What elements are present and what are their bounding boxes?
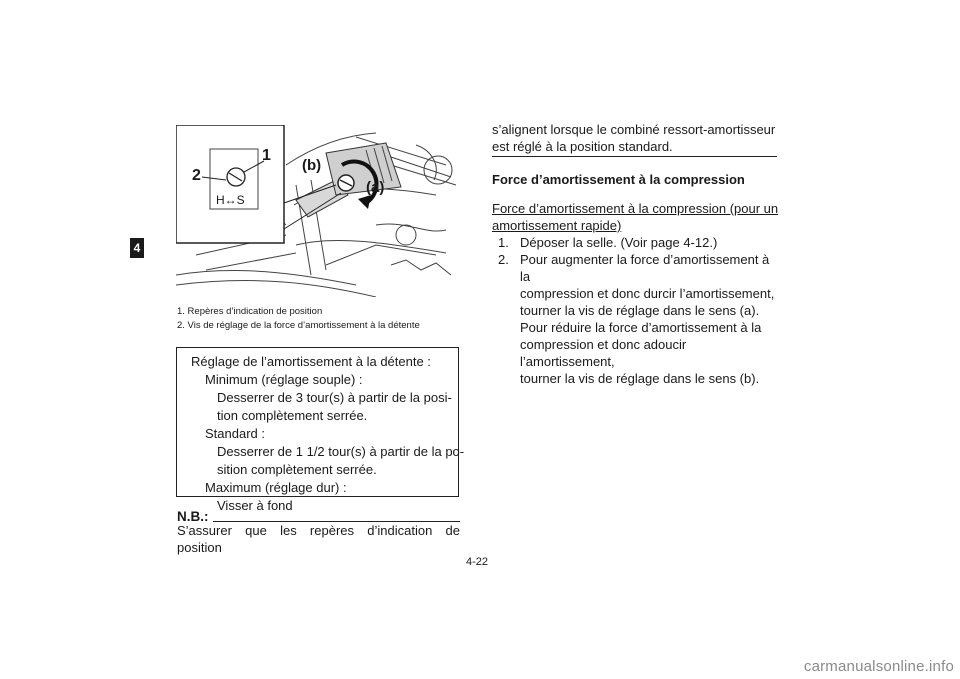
page-number: 4-22 [466, 556, 489, 568]
spec-standard-line1: Desserrer de 1 1/2 tour(s) à partir de la po- [217, 444, 465, 459]
step-2-line: compression et donc durcir l’amortissement, [520, 286, 775, 301]
continued-line-2: est réglé à la position standard. [492, 139, 673, 154]
step-1-number: 1. [498, 235, 509, 250]
spec-standard-label: Standard : [205, 426, 265, 441]
step-2-line: compression et donc adoucir l’amortissement, [520, 337, 687, 369]
chapter-tab: 4 [130, 238, 144, 258]
subheading-line-1: Force d’amortissement à la compression (pour un [492, 201, 779, 216]
callout-2: 2 [192, 167, 201, 184]
spec-minimum-line1: Desserrer de 3 tour(s) à partir de la posi- [217, 390, 452, 405]
step-2-line: tourner la vis de réglage dans le sens (a). [520, 303, 760, 318]
spec-heading: Réglage de l’amortissement à la détente : [191, 354, 431, 369]
spec-minimum-label: Minimum (réglage souple) : [205, 372, 363, 387]
continued-text [492, 121, 777, 155]
section-heading: Force d’amortissement à la compression [492, 172, 745, 187]
caption-2: 2. Vis de réglage de la force d’amortissement à la détente [177, 320, 420, 331]
caption-1: 1. Repères d’indication de position [177, 306, 323, 317]
adjuster-illustration [176, 125, 460, 297]
spec-box [176, 347, 465, 513]
spec-standard-line2: sition complètement serrée. [217, 462, 377, 477]
spec-maximum-line1: Visser à fond [217, 498, 293, 513]
spec-maximum-label: Maximum (réglage dur) : [205, 480, 347, 495]
step-2-line: tourner la vis de réglage dans le sens (b). [520, 371, 760, 386]
continued-line-1: s’alignent lorsque le combiné ressort-amortisseur [492, 122, 776, 137]
subheading-line-2: amortissement rapide) [492, 218, 622, 233]
step-2-line: Pour augmenter la force d’amortissement à la [520, 252, 770, 284]
note-title: N.B.: [177, 509, 209, 524]
step-2-line: Pour réduire la force d’amortissement à la [520, 320, 762, 335]
figure-rebound-adjuster [176, 125, 460, 297]
callout-1: 1 [262, 147, 271, 164]
section-rule [492, 156, 777, 157]
label-b: (b) [302, 157, 322, 174]
spec-minimum-line2: tion complètement serrée. [217, 408, 368, 423]
footer-watermark: carmanualsonline.info [803, 658, 954, 675]
step-2-text [520, 251, 778, 387]
step-1-text: Déposer la selle. (Voir page 4-12.) [520, 235, 718, 250]
note-text: S’assurer que les repères d’indication de position [177, 523, 460, 555]
hs-indicator-label: H↔S [216, 193, 245, 207]
label-a: (a) [366, 179, 385, 196]
step-2-number: 2. [498, 252, 509, 267]
